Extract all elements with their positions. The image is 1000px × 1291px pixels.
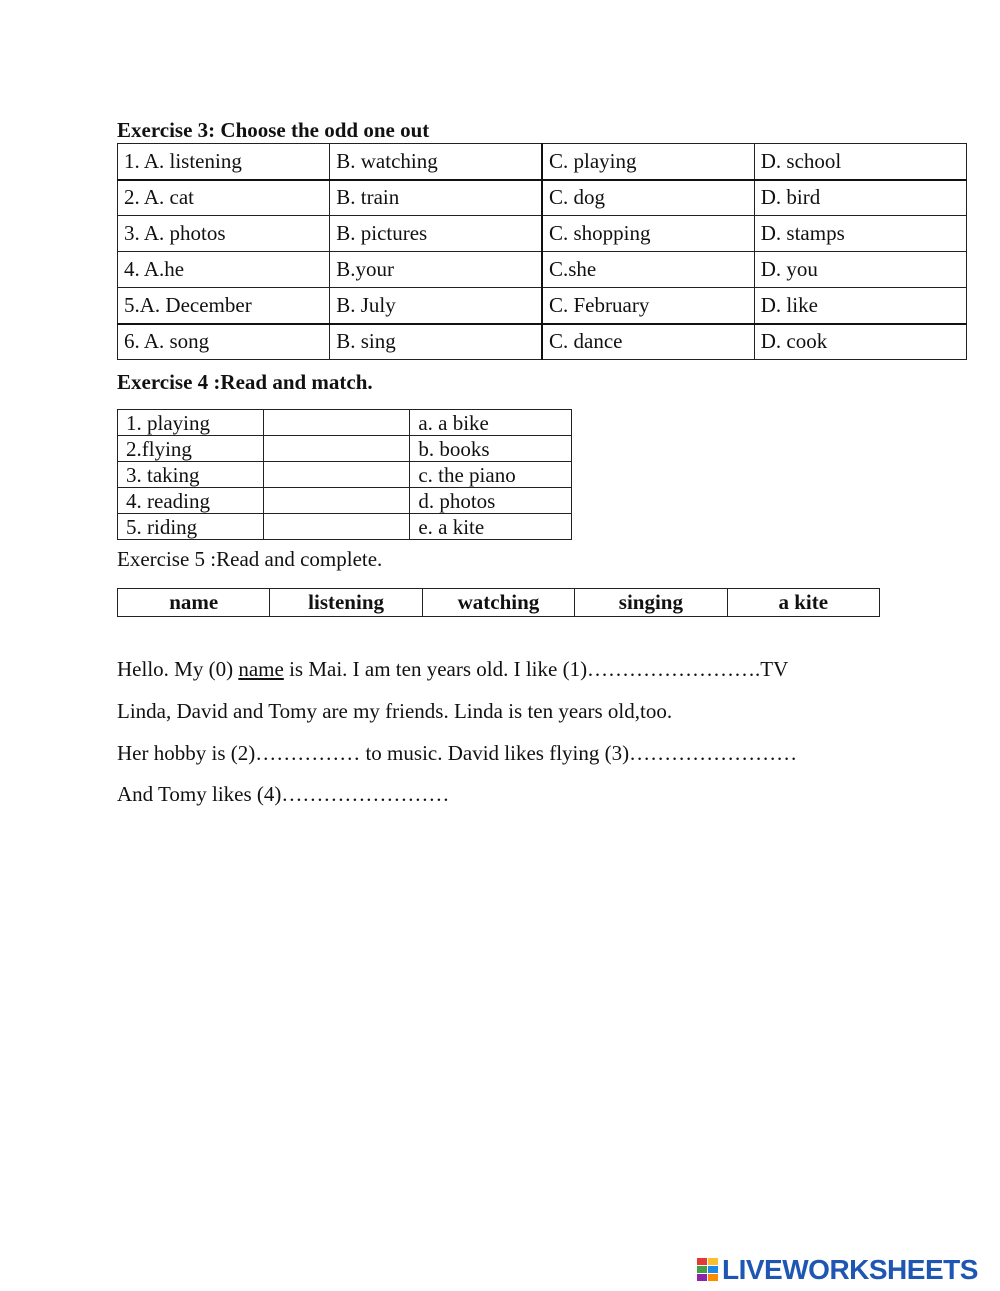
table-row xyxy=(118,410,572,436)
table-row xyxy=(118,144,967,180)
match-left-item: 1. playing xyxy=(118,410,264,436)
exercise-5-title: Exercise 5 :Read and complete. xyxy=(117,547,383,571)
word-box-item: name xyxy=(118,589,270,617)
option-cell[interactable]: B.your xyxy=(330,252,542,288)
logo-text: LIVEWORKSHEETS xyxy=(722,1254,978,1285)
match-answer-field[interactable] xyxy=(263,488,410,514)
table-row xyxy=(118,589,880,617)
exercise-3-title: Exercise 3: Choose the odd one out xyxy=(117,118,430,142)
word-box-item: singing xyxy=(575,589,727,617)
match-right-item: d. photos xyxy=(410,488,572,514)
option-cell[interactable]: B. pictures xyxy=(330,216,542,252)
match-answer-field[interactable] xyxy=(263,436,410,462)
table-row xyxy=(118,462,572,488)
option-cell[interactable]: C. shopping xyxy=(542,216,754,252)
option-cell[interactable]: D. stamps xyxy=(754,216,966,252)
table-row xyxy=(118,324,967,360)
option-cell[interactable]: 5.A. December xyxy=(118,288,330,324)
passage-line-2: Linda, David and Tomy are my friends. Linda is ten years old,too. xyxy=(117,699,673,723)
passage-text: is Mai. I am ten years old. I like (1)…………………….TV xyxy=(283,657,789,681)
option-cell[interactable]: B. sing xyxy=(330,324,542,360)
match-right-item: b. books xyxy=(410,436,572,462)
option-cell[interactable]: B. watching xyxy=(330,144,542,180)
passage-line-3: Her hobby is (2)…………… to music. David likes flying (3)…………………… xyxy=(117,741,798,765)
match-left-item: 2.flying xyxy=(118,436,264,462)
option-cell[interactable]: C.she xyxy=(542,252,754,288)
match-answer-field[interactable] xyxy=(263,514,410,540)
option-cell[interactable]: D. like xyxy=(754,288,966,324)
example-answer: name xyxy=(238,657,284,681)
option-cell[interactable]: D. cook xyxy=(754,324,966,360)
table-row xyxy=(118,488,572,514)
option-cell[interactable]: C. February xyxy=(542,288,754,324)
passage-line-4: And Tomy likes (4)…………………… xyxy=(117,782,450,806)
option-cell[interactable]: B. July xyxy=(330,288,542,324)
exercise-4-title: Exercise 4 :Read and match. xyxy=(117,370,373,394)
option-cell[interactable]: C. playing xyxy=(542,144,754,180)
logo-blocks-icon xyxy=(697,1258,719,1282)
word-box-item: a kite xyxy=(727,589,879,617)
table-row xyxy=(118,436,572,462)
word-box-item: watching xyxy=(422,589,574,617)
table-row xyxy=(118,216,967,252)
option-cell[interactable]: 3. A. photos xyxy=(118,216,330,252)
option-cell[interactable]: C. dog xyxy=(542,180,754,216)
match-right-item: c. the piano xyxy=(410,462,572,488)
match-left-item: 4. reading xyxy=(118,488,264,514)
match-left-item: 3. taking xyxy=(118,462,264,488)
match-right-item: e. a kite xyxy=(410,514,572,540)
exercise-3-table xyxy=(117,143,967,360)
option-cell[interactable]: 2. A. cat xyxy=(118,180,330,216)
option-cell[interactable]: C. dance xyxy=(542,324,754,360)
option-cell[interactable]: 6. A. song xyxy=(118,324,330,360)
option-cell[interactable]: D. school xyxy=(754,144,966,180)
word-box-item: listening xyxy=(270,589,422,617)
option-cell[interactable]: B. train xyxy=(330,180,542,216)
match-answer-field[interactable] xyxy=(263,462,410,488)
table-row xyxy=(118,514,572,540)
passage-line-1 xyxy=(117,657,788,682)
exercise-4-table xyxy=(117,409,572,540)
match-left-item: 5. riding xyxy=(118,514,264,540)
table-row xyxy=(118,288,967,324)
table-row xyxy=(118,180,967,216)
option-cell[interactable]: D. bird xyxy=(754,180,966,216)
liveworksheets-logo xyxy=(697,1255,978,1285)
match-answer-field[interactable] xyxy=(263,410,410,436)
word-box xyxy=(117,588,880,617)
option-cell[interactable]: 1. A. listening xyxy=(118,144,330,180)
match-right-item: a. a bike xyxy=(410,410,572,436)
table-row xyxy=(118,252,967,288)
option-cell[interactable]: 4. A.he xyxy=(118,252,330,288)
option-cell[interactable]: D. you xyxy=(754,252,966,288)
passage-text: Hello. My (0) xyxy=(117,657,239,681)
